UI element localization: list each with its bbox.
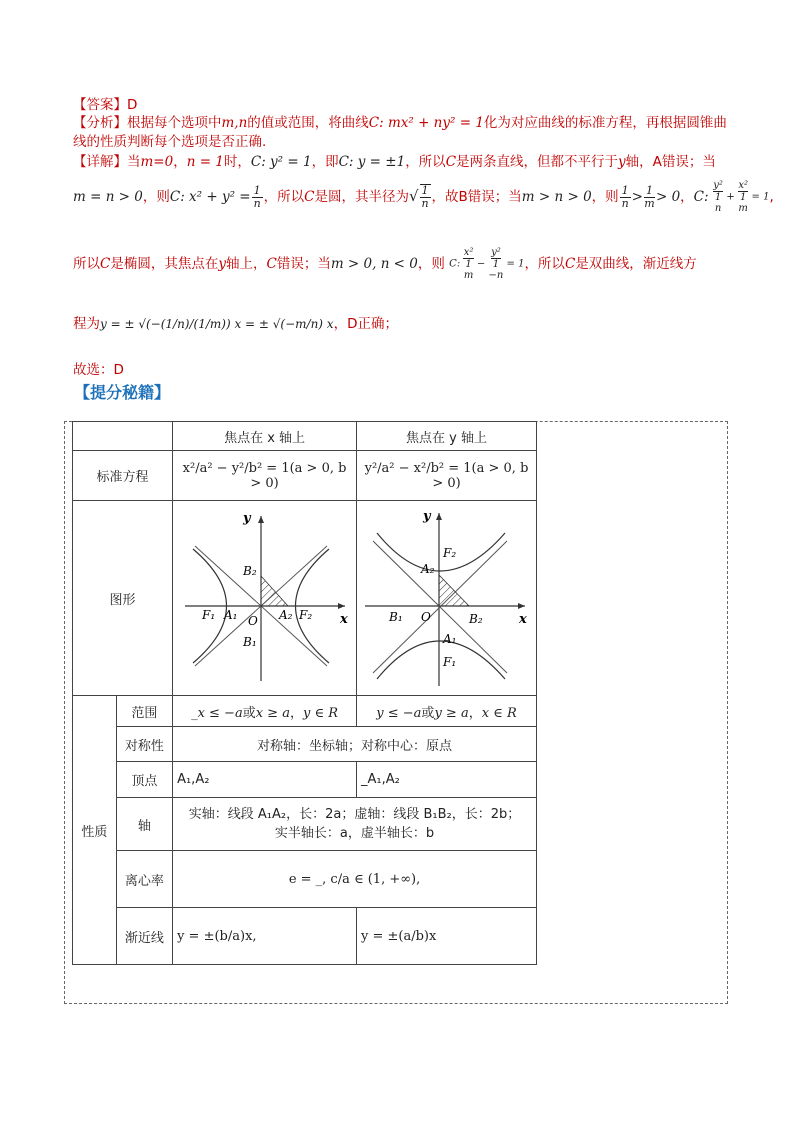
table-header-row	[73, 422, 537, 451]
svg-text:F₁: F₁	[442, 655, 456, 669]
graph-x-cell	[173, 501, 357, 696]
table-row-axis	[73, 798, 537, 851]
answer-line	[73, 96, 137, 114]
svg-text:x: x	[339, 612, 348, 627]
svg-text:A₁: A₁	[442, 632, 456, 646]
range-y: y ≤ −a或y ≥ a，x ∈ R	[357, 696, 537, 727]
hyperbola-x-graph	[175, 501, 355, 691]
table-row-symmetry	[73, 727, 537, 762]
std-equation-y: y²/a² − x²/b² = 1(a > 0, b > 0)	[357, 451, 537, 501]
svg-text:B₁: B₁	[242, 635, 257, 649]
svg-text:F₂: F₂	[442, 546, 456, 560]
vertex-y: _A₁,A₂	[357, 762, 537, 798]
table-row-graph	[73, 501, 537, 696]
hyperbola-table	[72, 421, 537, 965]
asymptote-x: y = ±(b/a)x,	[173, 908, 357, 965]
header-focus-y: 焦点在 y 轴上	[357, 422, 537, 451]
detail-line-1: 【详解】当m=0，n = 1时，C: y² = 1，即C: y = ±1，所以C是两条直线，但都不平行于y轴，A错误；当	[73, 154, 716, 170]
svg-text:F₂: F₂	[298, 608, 312, 622]
answer-tag: 【答案】	[73, 97, 127, 113]
svg-text:x: x	[518, 612, 527, 627]
row-label-properties: 性质	[73, 696, 117, 965]
range-x: _x ≤ −a或x ≥ a，y ∈ R	[173, 696, 357, 727]
svg-text:A₂: A₂	[278, 608, 293, 622]
table-row-standard	[73, 451, 537, 501]
analysis-tag: 【分析】	[73, 115, 127, 131]
svg-text:y: y	[242, 511, 251, 526]
detail-tag: 【详解】	[73, 154, 127, 170]
header-focus-x: 焦点在 x 轴上	[173, 422, 357, 451]
detail-line-2: m = n > 0，则C: x² + y² = $\frac{1}{n}$ ，所以C是圆，其半径为√ $\frac{1}{n}$ ，故B错误；当m > n > 0，则 $\frac{1}{n}$ > $\frac{1}{m}$ > 0，C: y² 1 n + x² 1 m = 1,	[73, 180, 774, 214]
table-row-eccentricity	[73, 851, 537, 908]
prop-label-range: 范围	[116, 696, 172, 727]
prop-label-asymptote: 渐近线	[116, 908, 172, 965]
table-row-asymptote	[73, 908, 537, 965]
analysis-line-2: 线的性质判断每个选项是否正确.	[73, 134, 267, 150]
prop-label-axis: 轴	[116, 798, 172, 851]
svg-text:B₁: B₁	[388, 610, 403, 624]
conclusion-line: 故选：D	[73, 362, 124, 378]
analysis-line-1: 【分析】根据每个选项中m,n的值或范围，将曲线C: mx² + ny² = 1化为对应曲线的标准方程，再根据圆锥曲	[73, 115, 727, 131]
row-label-standard: 标准方程	[73, 451, 173, 501]
section-heading: 【提分秘籍】	[74, 383, 171, 402]
vertex-x: A₁,A₂	[173, 762, 357, 798]
detail-line-3: 所以C是椭圆，其焦点在y轴上，C错误；当m > 0, n < 0，则 C: x² 1 m − y² 1 −n = 1，所以C是双曲线，渐近线方	[73, 247, 697, 281]
row-label-graph: 图形	[73, 501, 173, 696]
detail-line-4: 程为y = ± √(−(1/n)/(1/m)) x = ± √(−m/n) x，D正确；	[73, 316, 398, 332]
hyperbola-y-graph	[359, 501, 535, 691]
svg-text:y: y	[422, 509, 431, 524]
prop-label-symmetry: 对称性	[116, 727, 172, 762]
svg-text:O: O	[247, 614, 258, 628]
svg-text:B₂: B₂	[242, 564, 257, 578]
svg-text:F₁: F₁	[201, 608, 215, 622]
svg-text:A₂: A₂	[420, 562, 434, 576]
svg-text:B₂: B₂	[468, 612, 483, 626]
table-row-vertex	[73, 762, 537, 798]
axis-value: 实轴：线段 A₁A₂，长：2a；虚轴：线段 B₁B₂，长：2b； 实半轴长：a，虚半轴长：b	[173, 798, 537, 851]
answer-value: D	[127, 97, 138, 113]
asymptote-y: y = ±(a/b)x	[357, 908, 537, 965]
prop-label-eccentricity: 离心率	[116, 851, 172, 908]
graph-y-cell	[357, 501, 537, 696]
symmetry-value: 对称轴：坐标轴；对称中心：原点	[173, 727, 537, 762]
eccentricity-value: e = _, c/a ∈ (1, +∞),	[173, 851, 537, 908]
std-equation-x: x²/a² − y²/b² = 1(a > 0, b > 0)	[173, 451, 357, 501]
table-row-range	[73, 696, 537, 727]
svg-text:O: O	[420, 610, 431, 624]
svg-text:A₁: A₁	[223, 608, 238, 622]
prop-label-vertex: 顶点	[116, 762, 172, 798]
